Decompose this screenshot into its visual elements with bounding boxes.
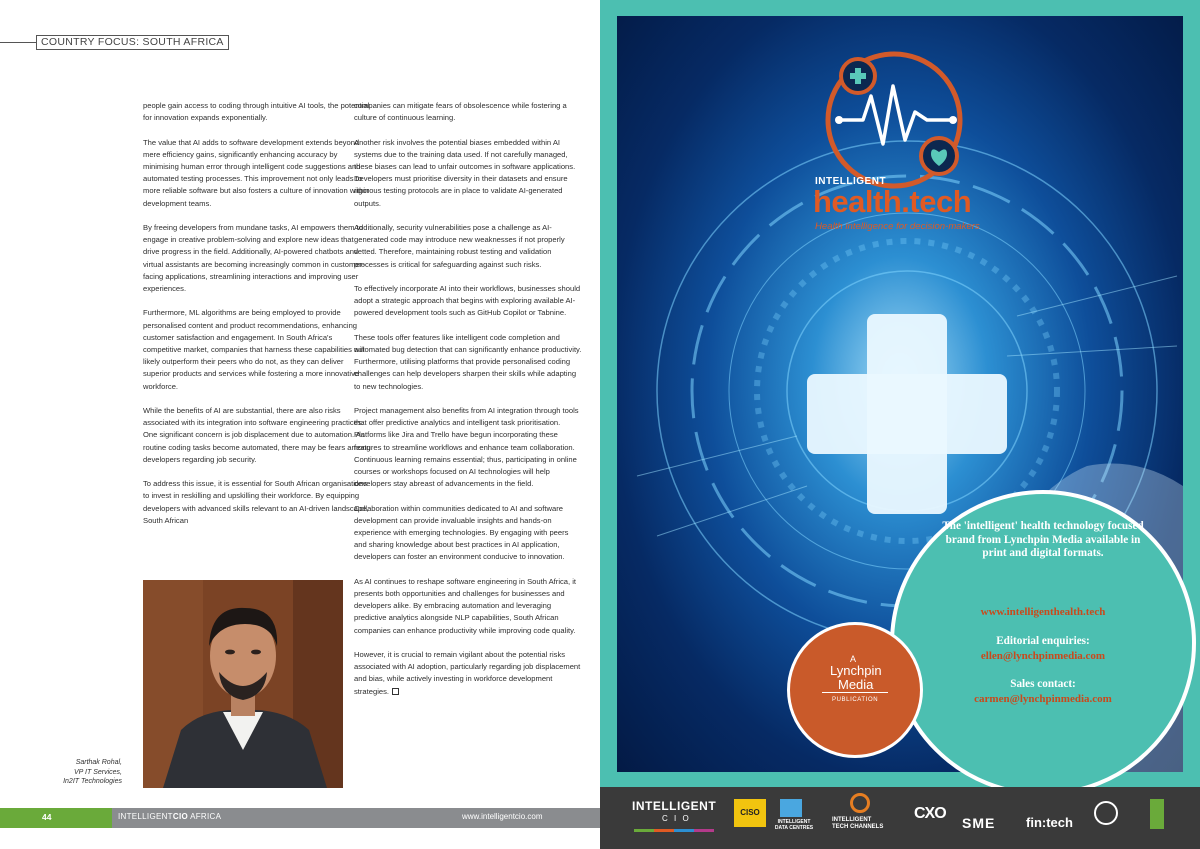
footer-brand-c: AFRICA (188, 812, 222, 821)
article-paragraph: To effectively incorporate AI into their workflows, businesses should adopt a strategic approach that begins with exploring available AI-powered development tools such as GitHub Copilot or Tabnine. (354, 284, 581, 318)
article-column-2 (354, 100, 582, 710)
logo-tech-channels-a: INTELLIGENT (832, 817, 872, 823)
article-paragraph-final-text: However, it is crucial to remain vigilant about the potential risks associated with AI adoption, particularly regarding job displacement and bias, while actively investing in workforce development strategies. (354, 650, 581, 696)
logo-fintech[interactable]: fin:tech (1026, 815, 1073, 830)
tech-channels-icon (850, 793, 870, 813)
logo-ciso[interactable]: CISO (734, 799, 766, 827)
article-paragraph: These tools offer features like intelligent code completion and automated bug detection that can significantly enhance productivity. Furthermore, utilising platforms that provide personalised coding challenges can help developers sharpen their skills while adapting to new technologies. (354, 332, 582, 391)
end-of-article-icon (392, 688, 399, 695)
article-column-1 (143, 100, 371, 539)
publisher-rule (822, 692, 888, 693)
publisher-a: A (850, 654, 857, 664)
logo-cio: C I O (662, 814, 691, 823)
logo-color-bar (634, 829, 714, 832)
brand-tagline: Health intelligence for decision-makers (815, 221, 980, 232)
article-paragraph: Project management also benefits from AI integration through tools that offer predictive analytics and intelligent task prioritisation. Platforms like Jira and Trello have begun incorporating these features to streamline workflows and enhance team collaboration. Continuous learning remains essential; thus, participating in online courses or workshops focused on AI technologies will help developers stay abreast of advancements in the field. (354, 406, 579, 489)
article-paragraph: By freeing developers from mundane tasks, AI empowers them to engage in creative problem-solving and explore new ideas that drive progress in the field. Additionally, AI-powered chatbots and virtual assistants are becoming increasingly common in customer-facing applications, streamlining interactions and improving user experiences. (143, 223, 365, 294)
publisher-lynchpin: Lynchpin (830, 663, 882, 678)
page-number: 44 (42, 812, 52, 822)
sales-email-link[interactable]: carmen@lynchpinmedia.com (974, 693, 1112, 705)
editorial-label: Editorial enquiries: (996, 635, 1090, 647)
caption-company: In2IT Technologies (63, 778, 122, 785)
article-paragraph: Another risk involves the potential biases embedded within AI systems due to the training data used. If not carefully managed, these biases can lead to unfair outcomes in software applications. Developers must prioritise diversity in their datasets and ensure rigorous testing protocols are in place to validate AI-generated outputs. (354, 137, 576, 208)
article-paragraph-final (354, 649, 582, 698)
section-tag: COUNTRY FOCUS: SOUTH AFRICA (36, 35, 229, 50)
article-paragraph: While the benefits of AI are substantial, there are also risks associated with its integration into software engineering practices. One significant concern is job displacement due to automation. As routine coding tasks become automated, there may be fears among developers regarding job security. (143, 406, 371, 464)
building-icon[interactable] (1150, 799, 1164, 829)
editorial-email-link[interactable]: ellen@lynchpinmedia.com (980, 650, 1106, 662)
section-rule (0, 42, 36, 43)
footer-brand (118, 812, 221, 821)
footer-brand-b: CIO (172, 812, 188, 821)
medical-cross-icon (807, 314, 1007, 514)
portrait-photo (143, 580, 343, 788)
logo-tech-channels-b[interactable]: TECH CHANNELS (832, 824, 884, 830)
publisher-label: PUBLICATION (832, 697, 879, 703)
brand-name: health.tech (813, 184, 972, 219)
article-paragraph: The value that AI adds to software development extends beyond mere efficiency gains, significantly enhancing accuracy by minimising human error through intelligent code suggestions and automated testing processes. This improvement not only leads to more reliable software but also fosters a culture of innovation within development teams. (143, 137, 370, 208)
article-paragraph: companies can mitigate fears of obsolescence while fostering a culture of continuous learning. (354, 101, 567, 123)
article-paragraph: people gain access to coding through intuitive AI tools, the potential for innovation expands exponentially. (143, 101, 370, 123)
ad-blurb: The 'intelligent' health technology focused brand from Lynchpin Media available in print and digital formats. (942, 520, 1144, 560)
photo-caption (40, 758, 122, 787)
footer-brand-a: INTELLIGENT (118, 812, 173, 821)
caption-name: Sarthak Rohal, (75, 759, 122, 766)
article-paragraph: As AI continues to reshape software engineering in South Africa, it presents both opportunities and challenges for businesses and developers alike. By embracing automation and leveraging predictive analytics alongside NLP capabilities, South African companies can enhance productivity while improving code quality. (354, 576, 577, 635)
logo-data-centres[interactable]: INTELLIGENT DATA CENTRES (774, 819, 814, 831)
ad-website-link[interactable]: www.intelligenthealth.tech (980, 606, 1106, 618)
publisher-media: Media (838, 677, 874, 692)
logo-sme[interactable]: SME (962, 815, 996, 831)
caption-role: VP IT Services, (74, 768, 122, 776)
logo-strip (600, 787, 1200, 849)
health-tech-icon[interactable] (1094, 801, 1118, 825)
article-paragraph: To address this issue, it is essential for South African organisations to invest in reskilling and upskilling their workforce. By equipping developers with advanced skills relevant to an AI-driven landscape, South African (143, 479, 369, 525)
footer-url[interactable]: www.intelligentcio.com (462, 812, 543, 821)
article-paragraph: Additionally, security vulnerabilities pose a challenge as AI-generated code may introduce new weaknesses if not properly vetted. Therefore, maintaining robust testing and validation processes is critical for safeguarding against such risks. (354, 223, 565, 269)
logo-cxo[interactable]: CXO (914, 805, 946, 822)
data-centre-icon (780, 799, 802, 817)
brand-kicker: INTELLIGENT (815, 176, 887, 187)
logo-intelligent[interactable]: INTELLIGENT (632, 799, 717, 813)
page-number-box (0, 808, 112, 828)
article-paragraph: Furthermore, ML algorithms are being employed to provide personalised content and product recommendations, enhancing customer satisfaction and engagement. In South Africa's competitive market, companies that harness these capabilities will likely outperform their peers who do not, as they can deliver superior products and services while fostering a more innovative workforce. (143, 308, 365, 391)
article-paragraph: Collaboration within communities dedicated to AI and software development can provide invaluable insights and hands-on experience with emerging technologies. By engaging with peers and sharing knowledge about best practices in AI application, developers can foster an environment conducive to innovation. (354, 503, 569, 562)
sales-label: Sales contact: (1010, 678, 1076, 690)
